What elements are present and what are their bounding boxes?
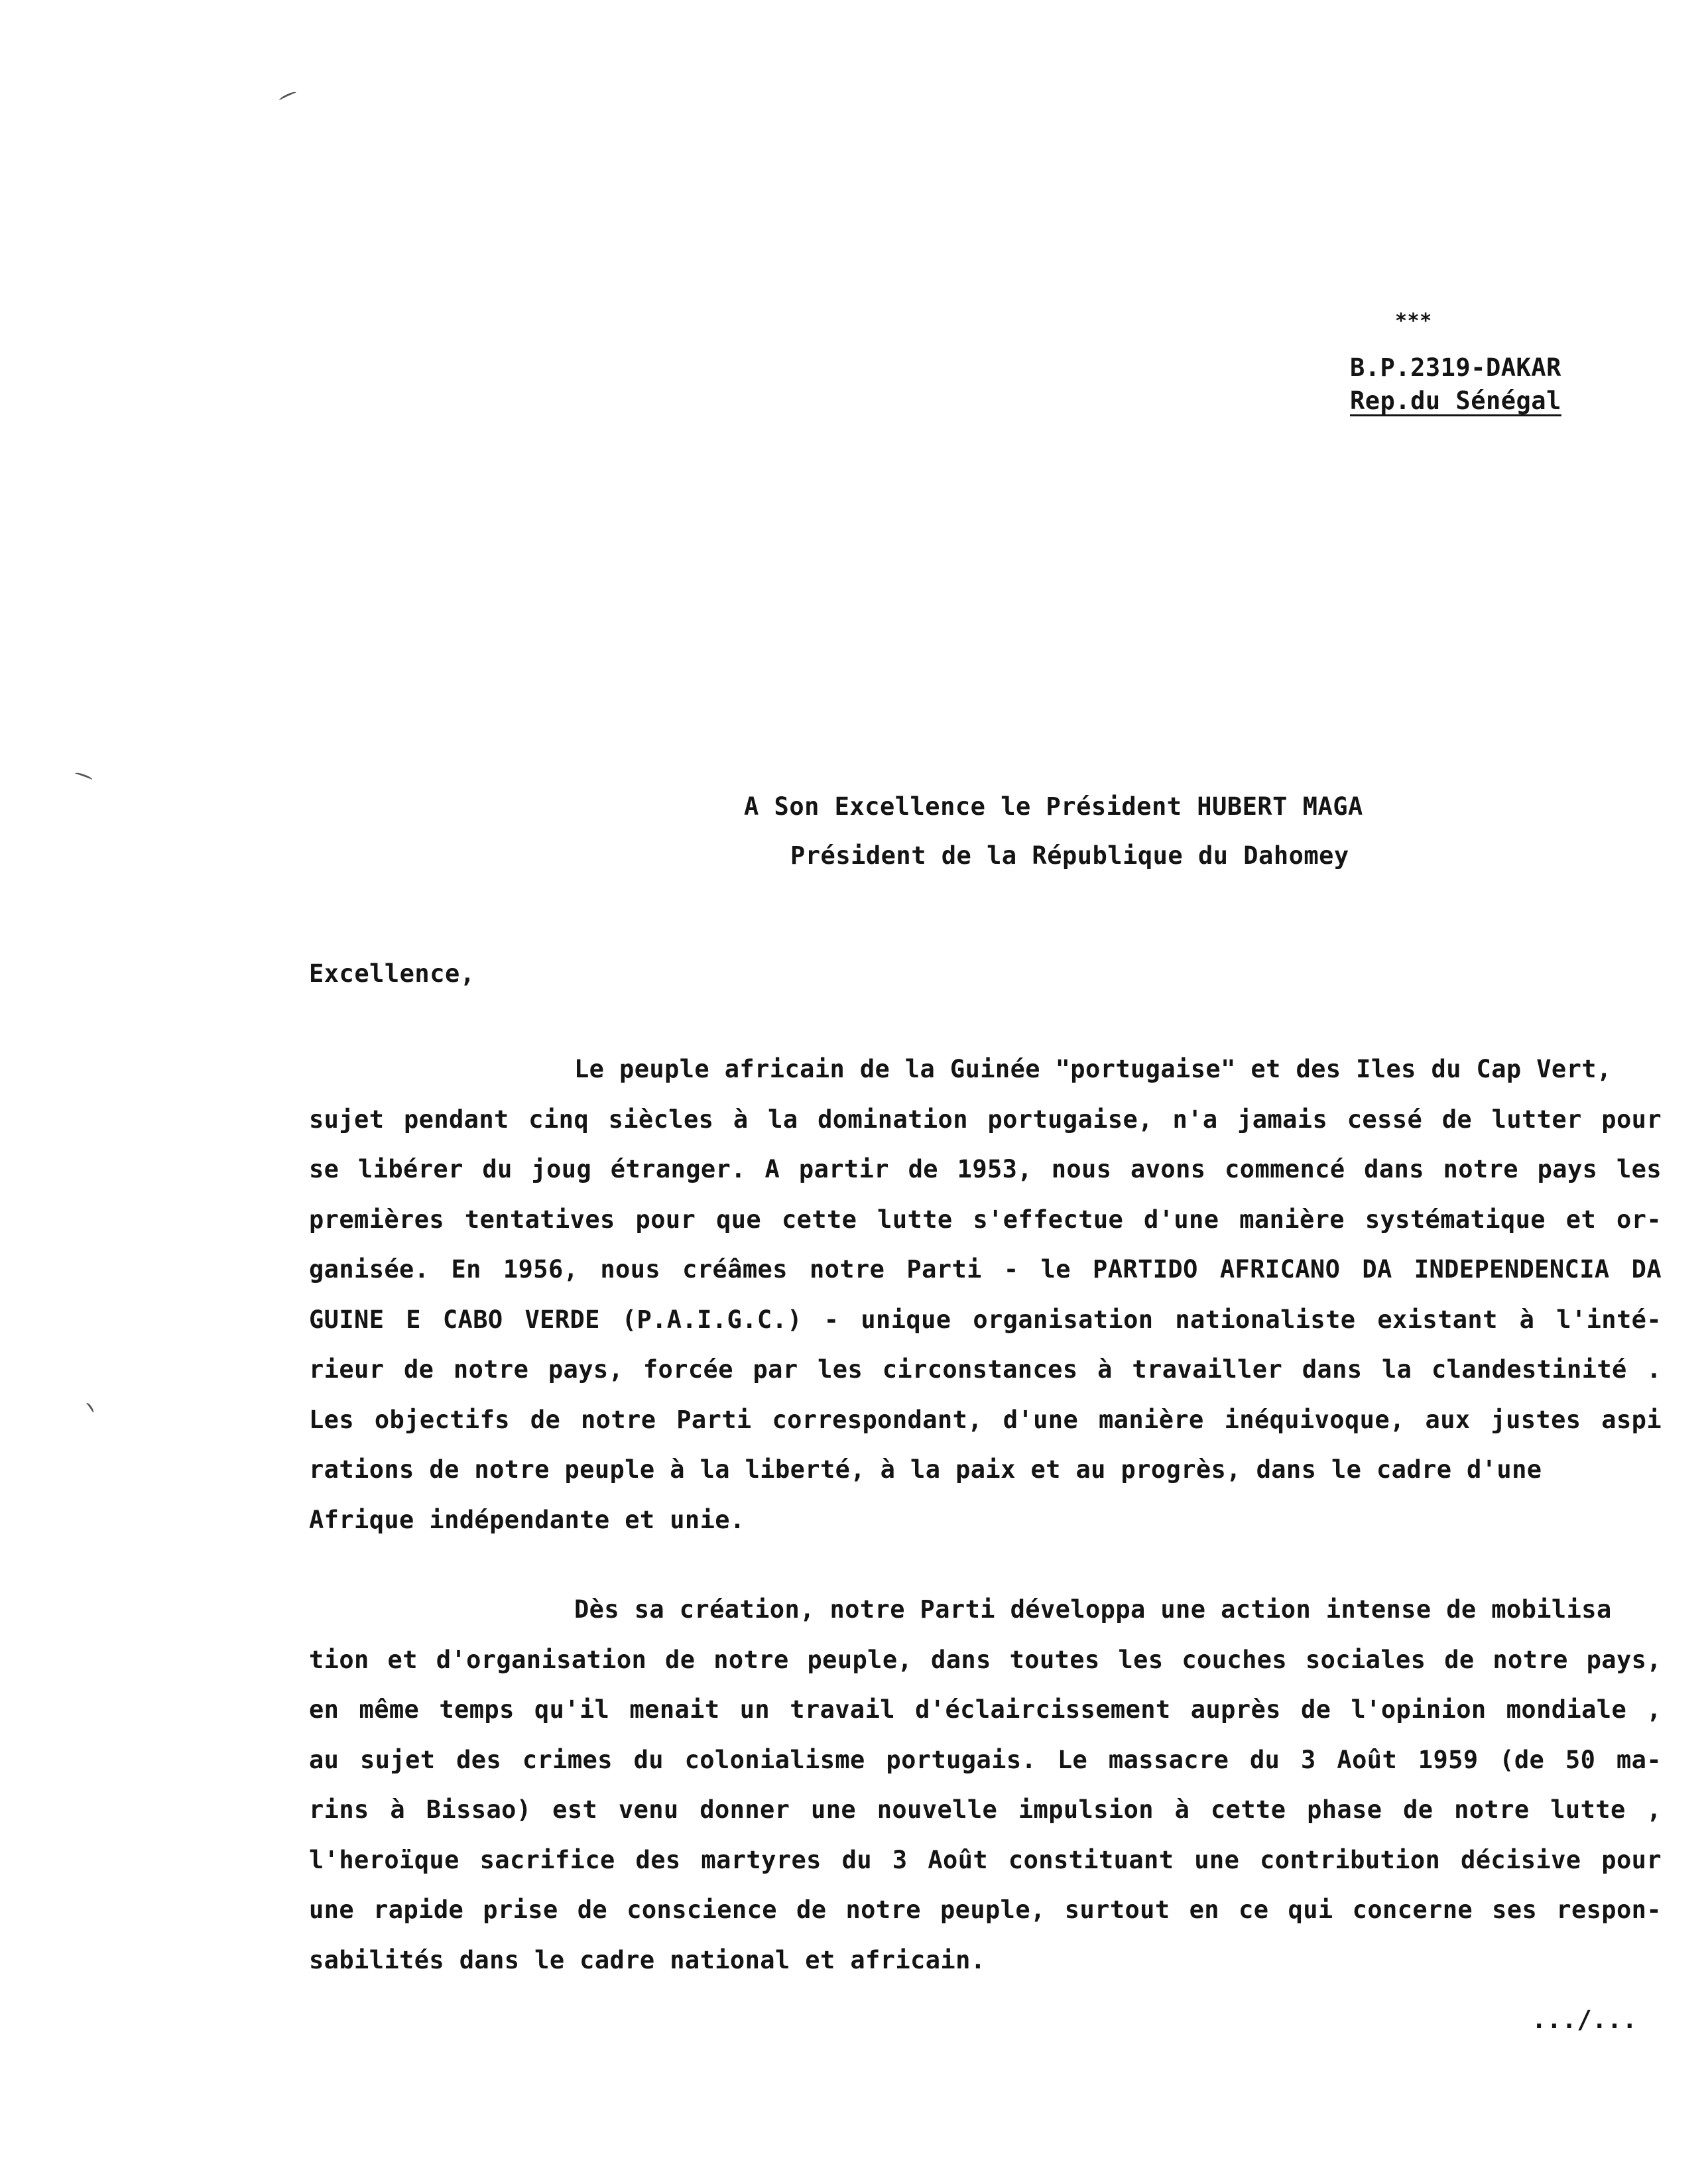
paragraph-line: une rapide prise de conscience de notre peuple, surtout en ce qui concerne ses respon- [309, 1895, 1662, 1924]
paragraph-line: rins à Bissao) est venu donner une nouvelle impulsion à cette phase de notre lutte , [309, 1795, 1662, 1824]
recipient-line-2: Président de la République du Dahomey [790, 841, 1349, 870]
paragraph-line: sabilités dans le cadre national et africain. [309, 1945, 986, 1974]
address-line-1: B.P.2319-DAKAR [1350, 353, 1561, 382]
scan-mark [278, 90, 297, 102]
paragraph-line: premières tentatives pour que cette lutte s'effectue d'une manière systématique et or- [309, 1205, 1662, 1234]
paragraph-line: en même temps qu'il menait un travail d'éclaircissement auprès de l'opinion mondiale , [309, 1695, 1662, 1724]
paragraph-line: Le peuple africain de la Guinée "portugaise" et des Iles du Cap Vert, [574, 1055, 1612, 1083]
salutation: Excellence, [309, 959, 475, 988]
paragraph-line: se libérer du joug étranger. A partir de 1953, nous avons commencé dans notre pays les [309, 1155, 1662, 1183]
paragraph-line: GUINE E CABO VERDE (P.A.I.G.C.) - unique organisation nationaliste existant à l'inté- [309, 1305, 1662, 1334]
paragraph-line: sujet pendant cinq siècles à la domination portugaise, n'a jamais cessé de lutter pour [309, 1105, 1662, 1134]
paragraph-line: au sujet des crimes du colonialisme portugais. Le massacre du 3 Août 1959 (de 50 ma- [309, 1745, 1662, 1774]
paragraph-1 [309, 1044, 1662, 1545]
header-ornament: *** [1395, 310, 1432, 333]
paragraph-line: tion et d'organisation de notre peuple, dans toutes les couches sociales de notre pays, [309, 1645, 1662, 1674]
paragraph-line: Afrique indépendante et unie. [309, 1505, 745, 1534]
paragraph-line: ganisée. En 1956, nous créâmes notre Parti - le PARTIDO AFRICANO DA INDEPENDENCIA DA [309, 1255, 1662, 1284]
paragraph-line: rieur de notre pays, forcée par les circonstances à travailler dans la clandestinité . [309, 1355, 1662, 1384]
continuation-marker: .../... [1532, 2006, 1638, 2034]
paragraph-line: Dès sa création, notre Parti développa une action intense de mobilisa [574, 1595, 1612, 1624]
paragraph-line: rations de notre peuple à la liberté, à la paix et au progrès, dans le cadre d'une [309, 1455, 1542, 1484]
scan-mark [84, 1402, 95, 1414]
paragraph-line: Les objectifs de notre Parti correspondant, d'une manière inéquivoque, aux justes aspi [309, 1405, 1662, 1434]
paragraph-2 [309, 1585, 1662, 1985]
recipient-line-1: A Son Excellence le Président HUBERT MAGA [744, 792, 1363, 821]
paragraph-line: l'heroïque sacrifice des martyres du 3 Août constituant une contribution décisive pour [309, 1845, 1662, 1874]
address-line-2: Rep.du Sénégal [1350, 387, 1561, 415]
scan-mark [74, 771, 93, 782]
